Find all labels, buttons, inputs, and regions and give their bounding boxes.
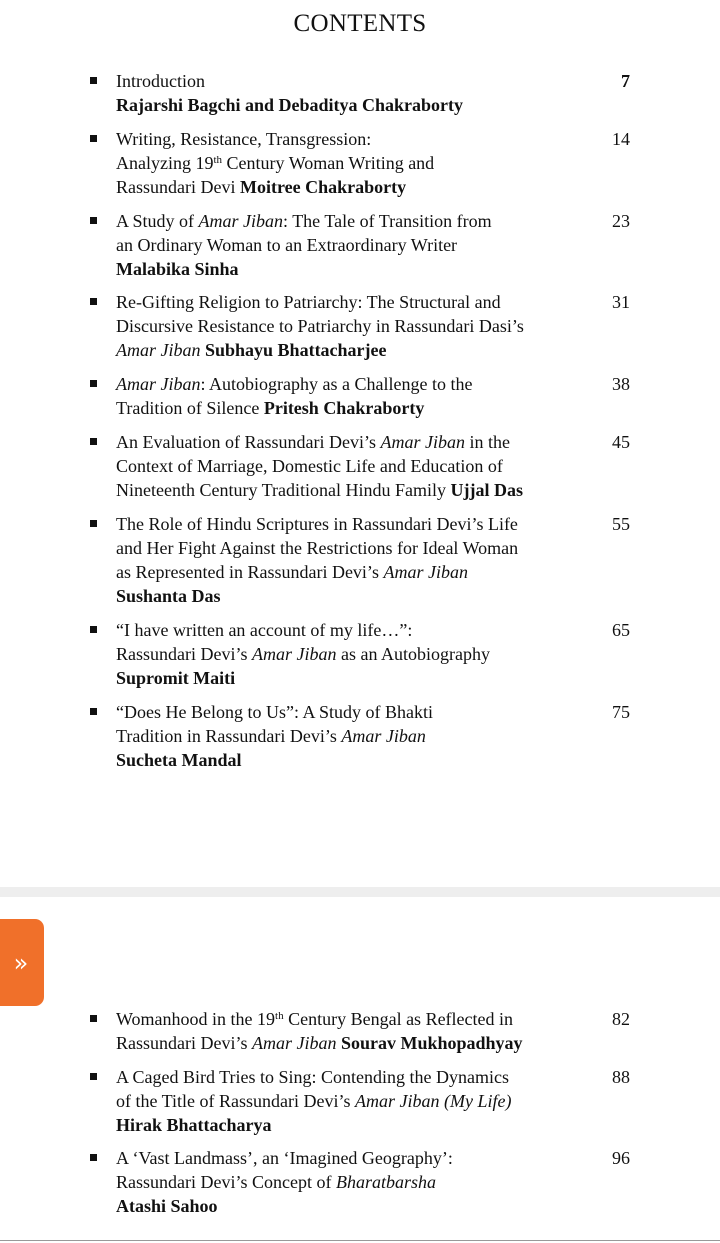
title-text: A ‘Vast Landmass’, an ‘Imagined Geography’: xyxy=(116,1148,453,1168)
title-text: Context of Marriage, Domestic Life and Education of xyxy=(116,456,503,476)
toc-entry-title-line xyxy=(116,1089,598,1113)
toc-entry-title-line xyxy=(116,618,598,642)
toc-entry-title-line xyxy=(116,724,598,748)
italic-title-text: Amar Jiban xyxy=(251,644,337,664)
title-text: : Autobiography as a Challenge to the xyxy=(200,374,473,394)
italic-title-text: Amar Jiban xyxy=(198,211,284,231)
title-text: “Does He Belong to Us”: A Study of Bhakti xyxy=(116,702,433,722)
title-text: in the xyxy=(464,432,510,452)
toc-entry-author-line xyxy=(116,666,598,690)
square-bullet-icon xyxy=(90,380,97,387)
italic-title-text: Amar Jiban xyxy=(251,1033,337,1053)
square-bullet-icon xyxy=(90,217,97,224)
page-number: 23 xyxy=(612,211,630,231)
toc-entry-text xyxy=(116,127,598,199)
title-text: an Ordinary Woman to an Extraordinary Writer xyxy=(116,235,458,255)
title-text: as Represented in Rassundari Devi’s xyxy=(116,562,384,582)
toc-entry-title-line xyxy=(116,396,598,420)
square-bullet-icon xyxy=(90,77,97,84)
title-text: Analyzing 19 xyxy=(116,153,214,173)
italic-title-text: Amar Jiban xyxy=(380,432,465,452)
toc-entry-title-line xyxy=(116,1007,598,1031)
title-text: of the Title of Rassundari Devi’s xyxy=(116,1091,355,1111)
toc-entry-title-line xyxy=(116,478,598,502)
double-chevron-right-icon: » xyxy=(13,948,29,977)
square-bullet-icon xyxy=(90,298,97,305)
toc-entry-title-line xyxy=(116,700,598,724)
page-number: 55 xyxy=(612,514,630,534)
toc-entry-text xyxy=(116,1146,598,1218)
toc-entry-author-line xyxy=(116,1113,598,1137)
author-name: Subhayu Bhattacharjee xyxy=(205,340,387,360)
toc-entry-text xyxy=(116,209,598,281)
toc-entry-title-line xyxy=(116,372,598,396)
toc-entry-author-line xyxy=(116,1194,598,1218)
title-text: A Study of xyxy=(116,211,199,231)
toc-entry-text xyxy=(116,512,598,608)
toc-entry-text xyxy=(116,618,598,690)
page-number: 82 xyxy=(612,1009,630,1029)
toc-entry-text xyxy=(116,69,598,117)
toc-entry-title-line xyxy=(116,290,598,314)
square-bullet-icon xyxy=(90,1015,97,1022)
superscript-text: th xyxy=(213,154,223,166)
toc-entry-title-line xyxy=(116,1146,598,1170)
toc-entry-title-line xyxy=(116,69,598,93)
italic-title-text: Amar Jiban xyxy=(116,374,201,394)
square-bullet-icon xyxy=(90,520,97,527)
author-name: Sucheta Mandal xyxy=(116,750,242,770)
title-text: Womanhood in the 19 xyxy=(116,1009,276,1029)
title-text: An Evaluation of Rassundari Devi’s xyxy=(116,432,381,452)
page-divider xyxy=(0,887,720,897)
toc-entry-title-line xyxy=(116,1031,598,1055)
author-name: Pritesh Chakraborty xyxy=(263,398,425,418)
page-number: 96 xyxy=(612,1148,630,1168)
italic-title-text: Bharatbarsha xyxy=(335,1172,436,1192)
toc-entry-title-line xyxy=(116,151,598,175)
toc-entry-title-line xyxy=(116,536,598,560)
toc-entry-title-line xyxy=(116,233,598,257)
title-text: A Caged Bird Tries to Sing: Contending the Dynamics xyxy=(116,1067,510,1087)
square-bullet-icon xyxy=(90,1073,97,1080)
title-text: Rassundari Devi’s Concept of xyxy=(116,1172,336,1192)
title-text: Discursive Resistance to Patriarchy in Rassundari Dasi’s xyxy=(116,316,524,336)
toc-entry-text xyxy=(116,430,598,502)
toc-entry-author-line xyxy=(116,93,598,117)
title-text: Rassundari Devi’s xyxy=(116,1033,252,1053)
square-bullet-icon xyxy=(90,1154,97,1161)
author-name: Sourav Mukhopadhyay xyxy=(340,1033,523,1053)
author-name: Sushanta Das xyxy=(116,586,221,606)
toc-entry-title-line xyxy=(116,1065,598,1089)
side-tab-button[interactable] xyxy=(0,919,44,1006)
toc-entry-author-line xyxy=(116,257,598,281)
square-bullet-icon xyxy=(90,438,97,445)
toc-entry-title-line xyxy=(116,512,598,536)
toc-entry-title-line xyxy=(116,1170,598,1194)
page-number: 38 xyxy=(612,374,630,394)
title-text: Century Bengal as Reflected in xyxy=(283,1009,514,1029)
toc-entry-text xyxy=(116,700,598,772)
page-number: 88 xyxy=(612,1067,630,1087)
author-name: Atashi Sahoo xyxy=(116,1196,218,1216)
toc-entry-title-line xyxy=(116,209,598,233)
italic-title-text: Amar Jiban xyxy=(116,340,201,360)
italic-title-text: Amar Jiban (My Life) xyxy=(355,1091,512,1111)
title-text: “I have written an account of my life…”: xyxy=(116,620,413,640)
square-bullet-icon xyxy=(90,708,97,715)
toc-entry-author-line xyxy=(116,584,598,608)
toc-entry-title-line xyxy=(116,127,598,151)
title-text: as an Autobiography xyxy=(336,644,490,664)
page-number: 7 xyxy=(621,71,630,91)
author-name: Malabika Sinha xyxy=(116,259,239,279)
title-text: Introduction xyxy=(116,71,205,91)
title-text: Rassundari Devi’s xyxy=(116,644,252,664)
title-text: Re-Gifting Religion to Patriarchy: The Structural and xyxy=(116,292,501,312)
author-name: Hirak Bhattacharya xyxy=(116,1115,272,1135)
title-text: Tradition of Silence xyxy=(116,398,264,418)
toc-entry-title-line xyxy=(116,338,598,362)
italic-title-text: Amar Jiban xyxy=(341,726,426,746)
page-number: 31 xyxy=(612,292,630,312)
author-name: Rajarshi Bagchi and Debaditya Chakraborty xyxy=(116,95,464,115)
toc-entry-title-line xyxy=(116,430,598,454)
toc-entry-text xyxy=(116,372,598,420)
toc-entry-title-line xyxy=(116,642,598,666)
square-bullet-icon xyxy=(90,626,97,633)
italic-title-text: Amar Jiban xyxy=(383,562,468,582)
toc-entry-text xyxy=(116,1007,598,1055)
square-bullet-icon xyxy=(90,135,97,142)
title-text: : The Tale of Transition from xyxy=(283,211,492,231)
toc-entry-title-line xyxy=(116,454,598,478)
author-name: Moitree Chakraborty xyxy=(239,177,407,197)
page-number: 45 xyxy=(612,432,630,452)
toc-entry-text xyxy=(116,1065,598,1137)
page-title: CONTENTS xyxy=(293,10,427,37)
author-name: Supromit Maiti xyxy=(116,668,236,688)
page-number: 75 xyxy=(612,702,630,722)
author-name: Ujjal Das xyxy=(450,480,523,500)
superscript-text: th xyxy=(275,1010,284,1022)
title-text: Rassundari Devi xyxy=(116,177,240,197)
toc-entry-title-line xyxy=(116,560,598,584)
title-text: The Role of Hindu Scriptures in Rassundari Devi’s Life xyxy=(116,514,518,534)
title-text: Tradition in Rassundari Devi’s xyxy=(116,726,342,746)
title-text: Writing, Resistance, Transgression: xyxy=(116,129,372,149)
toc-entry-text xyxy=(116,290,598,362)
title-text: Nineteenth Century Traditional Hindu Family xyxy=(116,480,451,500)
title-text: and Her Fight Against the Restrictions for Ideal Woman xyxy=(116,538,519,558)
page-number: 65 xyxy=(612,620,630,640)
title-text: Century Woman Writing and xyxy=(222,153,435,173)
page-number: 14 xyxy=(612,129,630,149)
toc-entry-author-line xyxy=(116,748,598,772)
toc-entry-title-line xyxy=(116,175,598,199)
toc-entry-title-line xyxy=(116,314,598,338)
bottom-divider xyxy=(0,1240,720,1241)
